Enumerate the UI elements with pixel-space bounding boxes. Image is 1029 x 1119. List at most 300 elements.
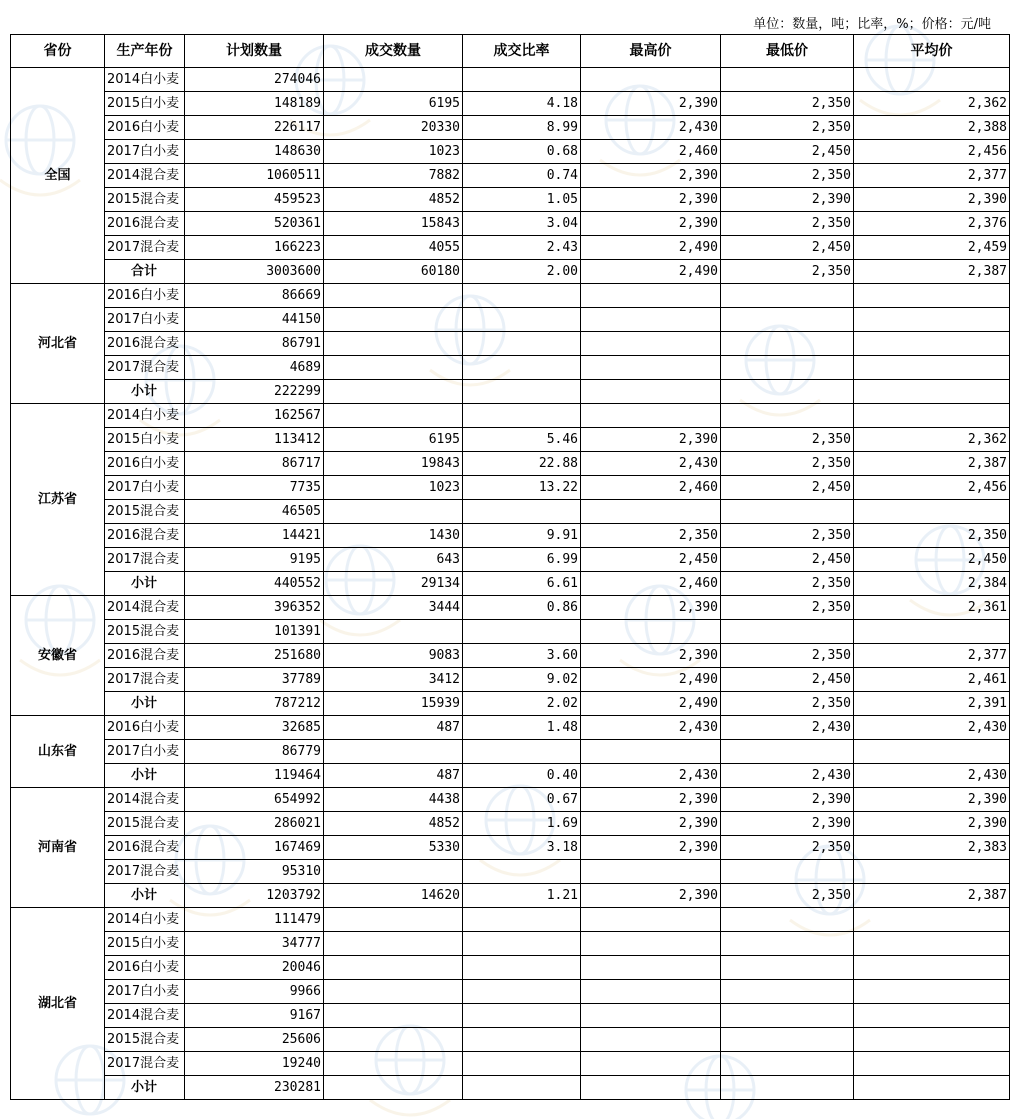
highest-price-cell: 2,490 <box>581 692 721 716</box>
average-price-cell <box>854 356 1010 380</box>
average-price-cell: 2,459 <box>854 236 1010 260</box>
average-price-cell: 2,350 <box>854 524 1010 548</box>
trade-ratio-cell <box>463 860 581 884</box>
lowest-price-cell: 2,350 <box>721 692 854 716</box>
lowest-price-cell: 2,450 <box>721 476 854 500</box>
planned-quantity-cell: 459523 <box>185 188 324 212</box>
trade-ratio-cell: 0.67 <box>463 788 581 812</box>
planned-quantity-cell: 654992 <box>185 788 324 812</box>
lowest-price-cell: 2,350 <box>721 260 854 284</box>
average-price-cell: 2,456 <box>854 140 1010 164</box>
lowest-price-cell <box>721 308 854 332</box>
average-price-cell: 2,361 <box>854 596 1010 620</box>
grain-auction-table <box>10 34 1010 1100</box>
highest-price-cell: 2,450 <box>581 548 721 572</box>
table-row <box>11 1004 1010 1028</box>
production-year-cell: 2015白小麦 <box>105 428 185 452</box>
traded-quantity-cell: 19843 <box>324 452 463 476</box>
lowest-price-cell: 2,390 <box>721 788 854 812</box>
average-price-cell: 2,456 <box>854 476 1010 500</box>
planned-quantity-cell: 9966 <box>185 980 324 1004</box>
trade-ratio-cell <box>463 1052 581 1076</box>
province-cell: 河北省 <box>11 284 105 404</box>
highest-price-cell: 2,490 <box>581 668 721 692</box>
lowest-price-cell: 2,350 <box>721 92 854 116</box>
trade-ratio-cell: 3.04 <box>463 212 581 236</box>
highest-price-cell <box>581 356 721 380</box>
traded-quantity-cell: 15843 <box>324 212 463 236</box>
average-price-cell <box>854 380 1010 404</box>
lowest-price-cell <box>721 68 854 92</box>
trade-ratio-cell: 2.43 <box>463 236 581 260</box>
production-year-cell: 2017白小麦 <box>105 476 185 500</box>
planned-quantity-cell: 119464 <box>185 764 324 788</box>
production-year-cell: 2014混合麦 <box>105 788 185 812</box>
production-year-cell: 2017混合麦 <box>105 860 185 884</box>
table-row <box>11 332 1010 356</box>
average-price-cell: 2,377 <box>854 644 1010 668</box>
trade-ratio-cell: 9.02 <box>463 668 581 692</box>
trade-ratio-cell <box>463 932 581 956</box>
planned-quantity-cell: 167469 <box>185 836 324 860</box>
production-year-cell: 2017混合麦 <box>105 236 185 260</box>
lowest-price-cell <box>721 932 854 956</box>
trade-ratio-cell <box>463 620 581 644</box>
header-highest-price: 最高价 <box>581 35 721 68</box>
lowest-price-cell: 2,390 <box>721 188 854 212</box>
production-year-cell: 2015混合麦 <box>105 500 185 524</box>
production-year-cell: 2015白小麦 <box>105 92 185 116</box>
highest-price-cell: 2,390 <box>581 644 721 668</box>
production-year-cell: 2016白小麦 <box>105 716 185 740</box>
lowest-price-cell: 2,450 <box>721 140 854 164</box>
planned-quantity-cell: 46505 <box>185 500 324 524</box>
highest-price-cell <box>581 860 721 884</box>
table-row <box>11 956 1010 980</box>
trade-ratio-cell: 6.61 <box>463 572 581 596</box>
trade-ratio-cell: 3.18 <box>463 836 581 860</box>
highest-price-cell: 2,390 <box>581 836 721 860</box>
planned-quantity-cell: 113412 <box>185 428 324 452</box>
watermark-wheat-icon <box>370 1100 450 1115</box>
header-lowest-price: 最低价 <box>721 35 854 68</box>
table-row <box>11 884 1010 908</box>
planned-quantity-cell: 44150 <box>185 308 324 332</box>
traded-quantity-cell <box>324 1076 463 1100</box>
traded-quantity-cell: 29134 <box>324 572 463 596</box>
average-price-cell: 2,362 <box>854 92 1010 116</box>
average-price-cell <box>854 1028 1010 1052</box>
province-cell: 江苏省 <box>11 404 105 596</box>
average-price-cell: 2,387 <box>854 260 1010 284</box>
average-price-cell: 2,384 <box>854 572 1010 596</box>
traded-quantity-cell: 1023 <box>324 140 463 164</box>
production-year-cell: 小计 <box>105 692 185 716</box>
planned-quantity-cell: 86779 <box>185 740 324 764</box>
average-price-cell: 2,461 <box>854 668 1010 692</box>
lowest-price-cell: 2,350 <box>721 524 854 548</box>
lowest-price-cell: 2,350 <box>721 884 854 908</box>
planned-quantity-cell: 37789 <box>185 668 324 692</box>
production-year-cell: 2017混合麦 <box>105 1052 185 1076</box>
trade-ratio-cell: 2.00 <box>463 260 581 284</box>
trade-ratio-cell: 0.68 <box>463 140 581 164</box>
trade-ratio-cell <box>463 1028 581 1052</box>
average-price-cell <box>854 620 1010 644</box>
average-price-cell <box>854 404 1010 428</box>
production-year-cell: 2016混合麦 <box>105 524 185 548</box>
lowest-price-cell <box>721 740 854 764</box>
trade-ratio-cell <box>463 500 581 524</box>
highest-price-cell <box>581 380 721 404</box>
province-cell: 河南省 <box>11 788 105 908</box>
planned-quantity-cell: 4689 <box>185 356 324 380</box>
average-price-cell: 2,376 <box>854 212 1010 236</box>
traded-quantity-cell <box>324 308 463 332</box>
production-year-cell: 2016混合麦 <box>105 644 185 668</box>
highest-price-cell: 2,460 <box>581 572 721 596</box>
average-price-cell <box>854 740 1010 764</box>
production-year-cell: 2017白小麦 <box>105 980 185 1004</box>
highest-price-cell: 2,390 <box>581 812 721 836</box>
traded-quantity-cell: 4852 <box>324 812 463 836</box>
highest-price-cell <box>581 284 721 308</box>
average-price-cell <box>854 956 1010 980</box>
traded-quantity-cell: 15939 <box>324 692 463 716</box>
header-planned-quantity: 计划数量 <box>185 35 324 68</box>
average-price-cell: 2,388 <box>854 116 1010 140</box>
province-cell: 山东省 <box>11 716 105 788</box>
traded-quantity-cell <box>324 1052 463 1076</box>
highest-price-cell: 2,390 <box>581 884 721 908</box>
production-year-cell: 2016混合麦 <box>105 332 185 356</box>
planned-quantity-cell: 111479 <box>185 908 324 932</box>
lowest-price-cell <box>721 1004 854 1028</box>
table-row <box>11 716 1010 740</box>
lowest-price-cell <box>721 404 854 428</box>
planned-quantity-cell: 7735 <box>185 476 324 500</box>
trade-ratio-cell: 1.21 <box>463 884 581 908</box>
production-year-cell: 2017混合麦 <box>105 668 185 692</box>
table-row <box>11 260 1010 284</box>
average-price-cell: 2,430 <box>854 716 1010 740</box>
production-year-cell: 2015混合麦 <box>105 1028 185 1052</box>
traded-quantity-cell: 6195 <box>324 92 463 116</box>
planned-quantity-cell: 226117 <box>185 116 324 140</box>
trade-ratio-cell: 5.46 <box>463 428 581 452</box>
highest-price-cell <box>581 1028 721 1052</box>
production-year-cell: 2014混合麦 <box>105 596 185 620</box>
lowest-price-cell <box>721 620 854 644</box>
traded-quantity-cell: 6195 <box>324 428 463 452</box>
production-year-cell: 2016混合麦 <box>105 212 185 236</box>
planned-quantity-cell: 86669 <box>185 284 324 308</box>
average-price-cell: 2,391 <box>854 692 1010 716</box>
table-row <box>11 284 1010 308</box>
table-row <box>11 500 1010 524</box>
planned-quantity-cell: 9195 <box>185 548 324 572</box>
production-year-cell: 2016白小麦 <box>105 956 185 980</box>
production-year-cell: 小计 <box>105 1076 185 1100</box>
planned-quantity-cell: 1203792 <box>185 884 324 908</box>
production-year-cell: 2016混合麦 <box>105 836 185 860</box>
traded-quantity-cell <box>324 932 463 956</box>
production-year-cell: 2017混合麦 <box>105 356 185 380</box>
planned-quantity-cell: 520361 <box>185 212 324 236</box>
lowest-price-cell: 2,450 <box>721 668 854 692</box>
trade-ratio-cell: 1.69 <box>463 812 581 836</box>
production-year-cell: 2017白小麦 <box>105 308 185 332</box>
production-year-cell: 2017白小麦 <box>105 140 185 164</box>
planned-quantity-cell: 396352 <box>185 596 324 620</box>
lowest-price-cell <box>721 1052 854 1076</box>
lowest-price-cell: 2,350 <box>721 572 854 596</box>
header-average-price: 平均价 <box>854 35 1010 68</box>
average-price-cell: 2,430 <box>854 764 1010 788</box>
table-row <box>11 68 1010 92</box>
table-row <box>11 764 1010 788</box>
lowest-price-cell: 2,350 <box>721 116 854 140</box>
unit-note: 单位：数量，吨；比率，%；价格：元/吨 <box>753 17 991 32</box>
average-price-cell: 2,390 <box>854 788 1010 812</box>
trade-ratio-cell <box>463 308 581 332</box>
table-row <box>11 428 1010 452</box>
average-price-cell: 2,362 <box>854 428 1010 452</box>
table-row <box>11 572 1010 596</box>
planned-quantity-cell: 3003600 <box>185 260 324 284</box>
production-year-cell: 2015混合麦 <box>105 620 185 644</box>
highest-price-cell: 2,390 <box>581 164 721 188</box>
average-price-cell <box>854 332 1010 356</box>
average-price-cell <box>854 1076 1010 1100</box>
traded-quantity-cell <box>324 1004 463 1028</box>
traded-quantity-cell <box>324 860 463 884</box>
table-row <box>11 356 1010 380</box>
highest-price-cell <box>581 980 721 1004</box>
table-row <box>11 1076 1010 1100</box>
traded-quantity-cell <box>324 284 463 308</box>
planned-quantity-cell: 148189 <box>185 92 324 116</box>
highest-price-cell <box>581 1076 721 1100</box>
highest-price-cell: 2,430 <box>581 116 721 140</box>
average-price-cell: 2,450 <box>854 548 1010 572</box>
lowest-price-cell <box>721 860 854 884</box>
planned-quantity-cell: 251680 <box>185 644 324 668</box>
traded-quantity-cell <box>324 956 463 980</box>
province-cell: 安徽省 <box>11 596 105 716</box>
trade-ratio-cell: 6.99 <box>463 548 581 572</box>
planned-quantity-cell: 162567 <box>185 404 324 428</box>
average-price-cell: 2,390 <box>854 188 1010 212</box>
lowest-price-cell: 2,350 <box>721 596 854 620</box>
trade-ratio-cell <box>463 956 581 980</box>
production-year-cell: 2014白小麦 <box>105 68 185 92</box>
table-row <box>11 188 1010 212</box>
traded-quantity-cell: 7882 <box>324 164 463 188</box>
highest-price-cell: 2,390 <box>581 428 721 452</box>
table-row <box>11 524 1010 548</box>
average-price-cell <box>854 1052 1010 1076</box>
highest-price-cell: 2,390 <box>581 788 721 812</box>
highest-price-cell <box>581 332 721 356</box>
production-year-cell: 2015混合麦 <box>105 188 185 212</box>
production-year-cell: 2016白小麦 <box>105 284 185 308</box>
production-year-cell: 2014混合麦 <box>105 1004 185 1028</box>
trade-ratio-cell <box>463 284 581 308</box>
traded-quantity-cell <box>324 356 463 380</box>
traded-quantity-cell: 9083 <box>324 644 463 668</box>
table-row <box>11 164 1010 188</box>
header-trade-ratio: 成交比率 <box>463 35 581 68</box>
header-row <box>11 35 1010 68</box>
production-year-cell: 小计 <box>105 884 185 908</box>
lowest-price-cell: 2,390 <box>721 812 854 836</box>
lowest-price-cell <box>721 332 854 356</box>
table-row <box>11 812 1010 836</box>
traded-quantity-cell <box>324 380 463 404</box>
lowest-price-cell <box>721 500 854 524</box>
highest-price-cell <box>581 1052 721 1076</box>
highest-price-cell: 2,460 <box>581 140 721 164</box>
planned-quantity-cell: 166223 <box>185 236 324 260</box>
average-price-cell: 2,383 <box>854 836 1010 860</box>
trade-ratio-cell: 1.05 <box>463 188 581 212</box>
average-price-cell <box>854 68 1010 92</box>
lowest-price-cell: 2,350 <box>721 428 854 452</box>
production-year-cell: 2015混合麦 <box>105 812 185 836</box>
table-row <box>11 908 1010 932</box>
table-row <box>11 860 1010 884</box>
production-year-cell: 2014白小麦 <box>105 404 185 428</box>
table-row <box>11 212 1010 236</box>
lowest-price-cell <box>721 1076 854 1100</box>
highest-price-cell: 2,460 <box>581 476 721 500</box>
planned-quantity-cell: 101391 <box>185 620 324 644</box>
traded-quantity-cell <box>324 404 463 428</box>
planned-quantity-cell: 148630 <box>185 140 324 164</box>
highest-price-cell: 2,390 <box>581 596 721 620</box>
lowest-price-cell <box>721 380 854 404</box>
trade-ratio-cell <box>463 380 581 404</box>
traded-quantity-cell <box>324 68 463 92</box>
traded-quantity-cell: 5330 <box>324 836 463 860</box>
trade-ratio-cell <box>463 356 581 380</box>
province-cell: 湖北省 <box>11 908 105 1100</box>
average-price-cell: 2,387 <box>854 884 1010 908</box>
production-year-cell: 小计 <box>105 380 185 404</box>
table-row <box>11 548 1010 572</box>
traded-quantity-cell: 3444 <box>324 596 463 620</box>
planned-quantity-cell: 9167 <box>185 1004 324 1028</box>
highest-price-cell: 2,390 <box>581 188 721 212</box>
highest-price-cell <box>581 1004 721 1028</box>
traded-quantity-cell <box>324 500 463 524</box>
traded-quantity-cell: 60180 <box>324 260 463 284</box>
header-province: 省份 <box>11 35 105 68</box>
table-body <box>11 68 1010 1100</box>
traded-quantity-cell: 487 <box>324 764 463 788</box>
traded-quantity-cell: 4852 <box>324 188 463 212</box>
table-row <box>11 476 1010 500</box>
table-row <box>11 836 1010 860</box>
table-row <box>11 452 1010 476</box>
highest-price-cell <box>581 620 721 644</box>
traded-quantity-cell: 643 <box>324 548 463 572</box>
highest-price-cell <box>581 908 721 932</box>
highest-price-cell <box>581 68 721 92</box>
table-row <box>11 644 1010 668</box>
trade-ratio-cell: 0.40 <box>463 764 581 788</box>
highest-price-cell: 2,490 <box>581 236 721 260</box>
trade-ratio-cell: 4.18 <box>463 92 581 116</box>
table-row <box>11 404 1010 428</box>
table-row <box>11 620 1010 644</box>
table-row <box>11 1052 1010 1076</box>
traded-quantity-cell: 14620 <box>324 884 463 908</box>
highest-price-cell: 2,430 <box>581 716 721 740</box>
average-price-cell: 2,387 <box>854 452 1010 476</box>
average-price-cell <box>854 980 1010 1004</box>
planned-quantity-cell: 20046 <box>185 956 324 980</box>
highest-price-cell: 2,430 <box>581 452 721 476</box>
lowest-price-cell <box>721 1028 854 1052</box>
trade-ratio-cell: 0.86 <box>463 596 581 620</box>
average-price-cell: 2,390 <box>854 812 1010 836</box>
lowest-price-cell: 2,430 <box>721 764 854 788</box>
planned-quantity-cell: 19240 <box>185 1052 324 1076</box>
province-cell: 全国 <box>11 68 105 284</box>
production-year-cell: 2016白小麦 <box>105 452 185 476</box>
average-price-cell <box>854 908 1010 932</box>
planned-quantity-cell: 230281 <box>185 1076 324 1100</box>
table-row <box>11 788 1010 812</box>
lowest-price-cell: 2,350 <box>721 836 854 860</box>
highest-price-cell: 2,430 <box>581 764 721 788</box>
table-row <box>11 92 1010 116</box>
header-production-year: 生产年份 <box>105 35 185 68</box>
production-year-cell: 2017白小麦 <box>105 740 185 764</box>
traded-quantity-cell <box>324 740 463 764</box>
traded-quantity-cell: 4438 <box>324 788 463 812</box>
planned-quantity-cell: 440552 <box>185 572 324 596</box>
planned-quantity-cell: 1060511 <box>185 164 324 188</box>
lowest-price-cell: 2,430 <box>721 716 854 740</box>
highest-price-cell: 2,350 <box>581 524 721 548</box>
trade-ratio-cell <box>463 68 581 92</box>
lowest-price-cell <box>721 980 854 1004</box>
planned-quantity-cell: 34777 <box>185 932 324 956</box>
lowest-price-cell <box>721 356 854 380</box>
table-row <box>11 596 1010 620</box>
trade-ratio-cell: 9.91 <box>463 524 581 548</box>
table-row <box>11 308 1010 332</box>
trade-ratio-cell <box>463 1004 581 1028</box>
highest-price-cell <box>581 740 721 764</box>
lowest-price-cell <box>721 284 854 308</box>
trade-ratio-cell <box>463 980 581 1004</box>
production-year-cell: 2016白小麦 <box>105 116 185 140</box>
lowest-price-cell <box>721 956 854 980</box>
highest-price-cell <box>581 500 721 524</box>
traded-quantity-cell <box>324 620 463 644</box>
production-year-cell: 2017混合麦 <box>105 548 185 572</box>
trade-ratio-cell: 13.22 <box>463 476 581 500</box>
planned-quantity-cell: 787212 <box>185 692 324 716</box>
trade-ratio-cell <box>463 908 581 932</box>
planned-quantity-cell: 86717 <box>185 452 324 476</box>
table-row <box>11 932 1010 956</box>
highest-price-cell: 2,490 <box>581 260 721 284</box>
